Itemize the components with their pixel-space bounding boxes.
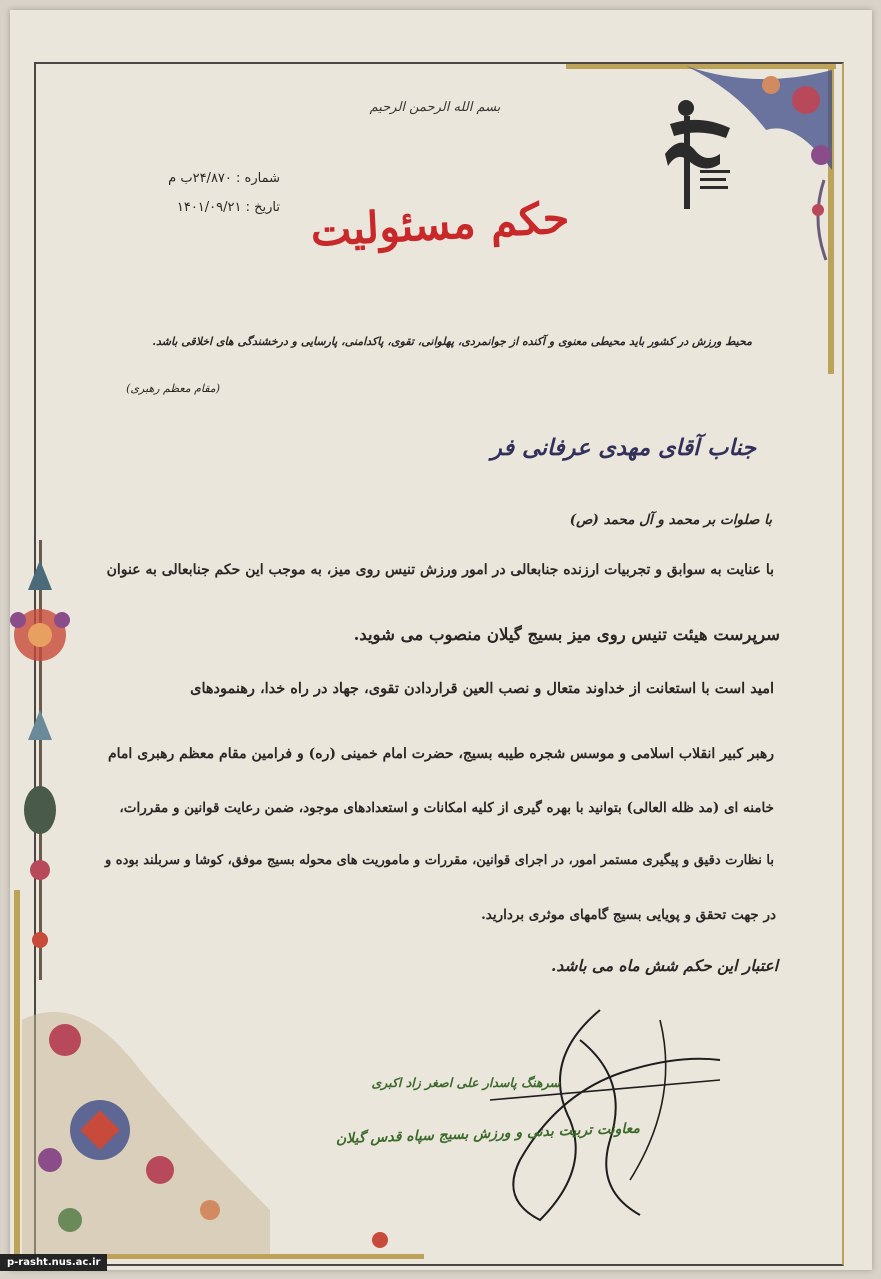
leader-quote: محیط ورزش در کشور باید محیطی معنوی و آکنده از جوانمردی، پهلوانی، تقوی، پاکدامنی، پارسایی و درخشندگی های اخلاقی باشد. bbox=[152, 335, 752, 348]
bismillah-heading: بسم الله الرحمن الرحیم bbox=[369, 100, 501, 115]
signatory-title: معاونت تربیت بدنی و ورزش بسیج سپاه قدس گیلان bbox=[335, 1120, 641, 1148]
appointment-line: سرپرست هیئت تنیس روی میز بسیج گیلان منصوب می شوید. bbox=[353, 625, 780, 644]
quote-source: (مقام معظم رهبری) bbox=[126, 382, 220, 395]
signatory-name: سرهنگ پاسدار علی اصغر زاد اکبری bbox=[371, 1075, 560, 1090]
body-paragraph-3: امید است با استعانت از خداوند متعال و نصب العین قراردادن تقوی، جهاد در راه خدا، رهنمودهای bbox=[190, 680, 774, 697]
website-watermark: p-rasht.nus.ac.ir bbox=[0, 1254, 107, 1271]
validity-statement: اعتبار این حکم شش ماه می باشد. bbox=[550, 956, 778, 975]
addressee-name: جناب آقای مهدی عرفانی فر bbox=[490, 435, 756, 461]
irgc-emblem-icon bbox=[660, 94, 742, 214]
document-title: حکم مسئولیت bbox=[309, 193, 571, 257]
document-number: شماره : ۲۴/۸۷۰ب م bbox=[168, 171, 280, 186]
salutation-line: با صلوات بر محمد و آل محمد (ص) bbox=[569, 512, 772, 528]
body-paragraph-5: خامنه ای (مد ظله العالی) بتوانید با بهره گیری از کلیه امکانات و استعدادهای موجود، ضمن رعایت قوانین و مقررات، bbox=[119, 800, 774, 816]
body-paragraph-1: با عنایت به سوابق و تجربیات ارزنده جنابعالی در امور ورزش تنیس روی میز، به موجب این حکم جنابعالی به عنوان bbox=[106, 562, 774, 578]
corner-ornament-bottom-left bbox=[10, 870, 430, 1270]
body-paragraph-6: با نظارت دقیق و پیگیری مستمر امور، در اجرای قوانین، مقررات و ماموریت های محوله بسیج موفق، کوشا و سربلند بوده و bbox=[104, 853, 774, 868]
document-date: تاریخ : ۱۴۰۱/۰۹/۲۱ bbox=[176, 200, 280, 215]
body-paragraph-4: رهبر کبیر انقلاب اسلامی و موسس شجره طیبه بسیج، حضرت امام خمینی (ره) و فرامین مقام معظم رهبری امام bbox=[108, 746, 774, 762]
certificate-paper bbox=[10, 10, 872, 1270]
handwritten-signature bbox=[480, 1000, 740, 1230]
body-paragraph-7: در جهت تحقق و پویایی بسیج گامهای موثری بردارید. bbox=[481, 907, 776, 923]
